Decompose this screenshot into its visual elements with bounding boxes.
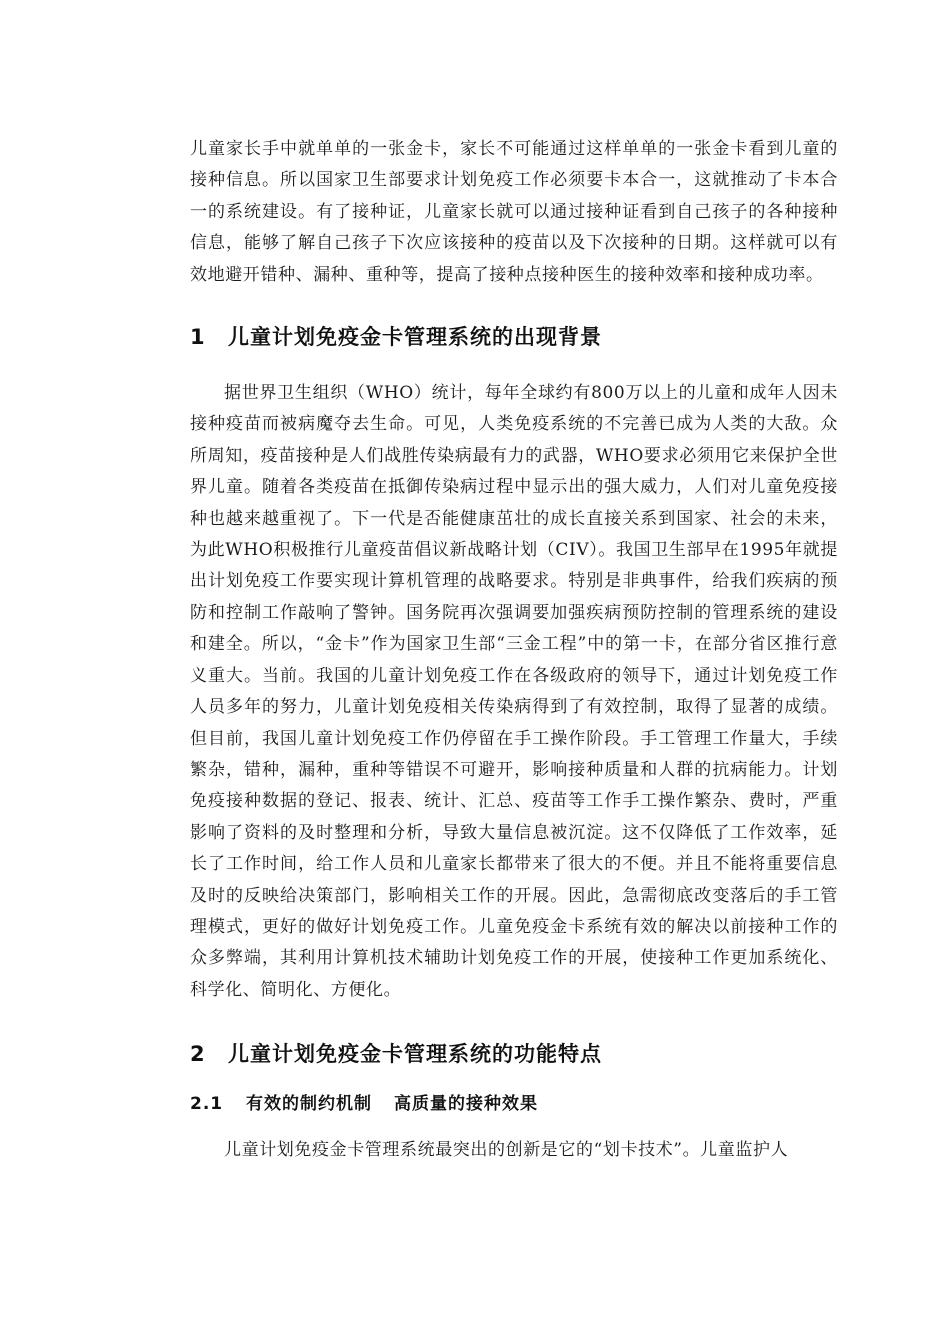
- section-1-title: 儿童计划免疫金卡管理系统的出现背景: [228, 325, 602, 350]
- section-1-number: 1: [190, 325, 206, 350]
- subsection-2-1-heading: [190, 1090, 838, 1118]
- document-body: [190, 134, 838, 1167]
- section-1-paragraph: 据世界卫生组织（WHO）统计，每年全球约有800万以上的儿童和成年人因未接种疫苗而被病魔夺去生命。可见，人类免疫系统的不完善已成为人类的大敌。众所周知，疫苗接种是人们战胜传染病最有力的武器，WHO要求必须用它来保护全世界儿童。随着各类疫苗在抵御传染病过程中显示出的强大威力，人们对儿童免疫接种也越来越重视了。下一代是否能健康茁壮的成长直接关系到国家、社会的未来，为此WHO积极推行儿童疫苗倡议新战略计划（CIV）。我国卫生部早在1995年就提出计划免疫工作要实现计算机管理的战略要求。特别是非典事件，给我们疾病的预防和控制工作敲响了警钟。国务院再次强调要加强疾病预防控制的管理系统的建设和建全。所以，“金卡”作为国家卫生部“三金工程”中的第一卡，在部分省区推行意义重大。当前。我国的儿童计划免疫工作在各级政府的领导下，通过计划免疫工作人员多年的努力，儿童计划免疫相关传染病得到了有效控制，取得了显著的成绩。但目前，我国儿童计划免疫工作仍停留在手工操作阶段。手工管理工作量大，手续繁杂，错种，漏种，重种等错误不可避开，影响接种质量和人群的抗病能力。计划免疫接种数据的登记、报表、统计、汇总、疫苗等工作手工操作繁杂、费时，严重影响了资料的及时整理和分析，导致大量信息被沉淀。这不仅降低了工作效率，延长了工作时间，给工作人员和儿童家长都带来了很大的不便。并且不能将重要信息及时的反映给决策部门，影响相关工作的开展。因此，急需彻底改变落后的手工管理模式，更好的做好计划免疫工作。儿童免疫金卡系统有效的解决以前接种工作的众多弊端，其利用计算机技术辅助计划免疫工作的开展，使接种工作更加系统化、科学化、简明化、方便化。: [190, 383, 838, 1000]
- section-1-heading: [190, 322, 838, 352]
- section-2-heading: [190, 1039, 838, 1069]
- subsection-2-1-paragraph: 儿童计划免疫金卡管理系统最突出的创新是它的“划卡技术”。儿童监护人: [224, 1140, 789, 1161]
- intro-paragraph: 儿童家长手中就单单的一张金卡，家长不可能通过这样单单的一张金卡看到儿童的接种信息。所以国家卫生部要求计划免疫工作必须要卡本合一，这就推动了卡本合一的系统建设。有了接种证，儿童家长就可以通过接种证看到自己孩子的各种接种信息，能够了解自己孩子下次应该接种的疫苗以及下次接种的日期。这样就可以有效地避开错种、漏种、重种等，提高了接种点接种医生的接种效率和接种成功率。: [190, 139, 838, 285]
- subsection-2-1-number: 2.1: [190, 1094, 224, 1115]
- subsection-2-1-title-part2: 高质量的接种效果: [394, 1094, 538, 1115]
- subsection-2-1-title-part1: 有效的制约机制: [246, 1094, 372, 1115]
- section-2-number: 2: [190, 1042, 206, 1067]
- section-2-title: 儿童计划免疫金卡管理系统的功能特点: [228, 1042, 602, 1067]
